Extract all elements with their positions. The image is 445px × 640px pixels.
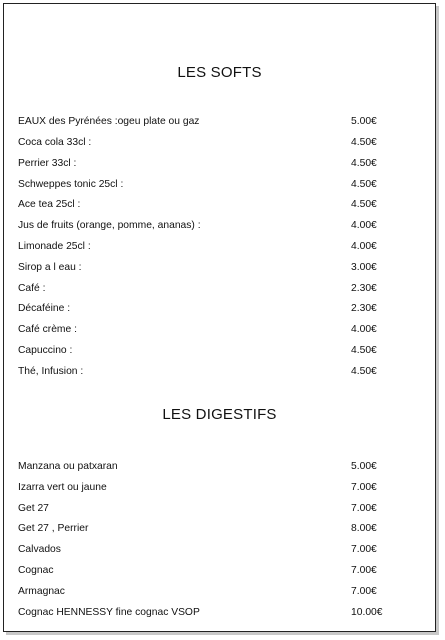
- item-price: 4.50€: [351, 179, 377, 190]
- section-title-softs: LES SOFTS: [177, 64, 262, 81]
- item-name: Cognac HENNESSY fine cognac VSOP: [18, 607, 200, 618]
- item-price: 5.00€: [351, 116, 377, 127]
- item-name: Café crème :: [18, 324, 77, 335]
- item-price: 4.50€: [351, 366, 377, 377]
- menu-item: [4, 262, 435, 278]
- item-price: 4.00€: [351, 220, 377, 231]
- item-name: Jus de fruits (orange, pomme, ananas) :: [18, 220, 201, 231]
- item-name: Get 27: [18, 503, 49, 514]
- item-name: Perrier 33cl :: [18, 158, 77, 169]
- menu-item: [4, 503, 435, 519]
- menu-item: [4, 179, 435, 195]
- item-price: 7.00€: [351, 482, 377, 493]
- menu-item: [4, 607, 435, 623]
- menu-item: [4, 303, 435, 319]
- item-price: 8.00€: [351, 523, 377, 534]
- menu-item: [4, 586, 435, 602]
- item-name: Ace tea 25cl :: [18, 199, 81, 210]
- menu-item: [4, 523, 435, 539]
- item-name: Café :: [18, 283, 46, 294]
- menu-item: [4, 345, 435, 361]
- item-price: 4.00€: [351, 241, 377, 252]
- item-price: 7.00€: [351, 503, 377, 514]
- item-name: Limonade 25cl :: [18, 241, 91, 252]
- item-price: 7.00€: [351, 565, 377, 576]
- menu-item: [4, 283, 435, 299]
- menu-item: [4, 461, 435, 477]
- item-name: Cognac: [18, 565, 54, 576]
- menu-item: [4, 199, 435, 215]
- item-name: Décaféine :: [18, 303, 71, 314]
- item-price: 2.30€: [351, 303, 377, 314]
- menu-item: [4, 116, 435, 132]
- menu-page: [3, 3, 436, 632]
- item-price: 3.00€: [351, 262, 377, 273]
- item-name: Sirop a l eau :: [18, 262, 82, 273]
- menu-item: [4, 565, 435, 581]
- item-price: 2.30€: [351, 283, 377, 294]
- item-name: Capuccino :: [18, 345, 73, 356]
- item-price: 7.00€: [351, 586, 377, 597]
- menu-item: [4, 241, 435, 257]
- item-name: Armagnac: [18, 586, 65, 597]
- item-price: 4.50€: [351, 345, 377, 356]
- item-price: 4.50€: [351, 158, 377, 169]
- item-name: Izarra vert ou jaune: [18, 482, 107, 493]
- item-price: 4.50€: [351, 137, 377, 148]
- item-name: Thé, Infusion :: [18, 366, 84, 377]
- item-price: 5.00€: [351, 461, 377, 472]
- item-name: Coca cola 33cl :: [18, 137, 92, 148]
- menu-item: [4, 158, 435, 174]
- item-price: 4.00€: [351, 324, 377, 335]
- item-price: 10.00€: [351, 607, 383, 618]
- menu-item: [4, 544, 435, 560]
- section-title-digestifs: LES DIGESTIFS: [162, 406, 277, 423]
- item-name: Schweppes tonic 25cl :: [18, 179, 124, 190]
- menu-item: [4, 324, 435, 340]
- item-price: 4.50€: [351, 199, 377, 210]
- menu-item: [4, 482, 435, 498]
- menu-item: [4, 366, 435, 382]
- item-name: Calvados: [18, 544, 61, 555]
- item-price: 7.00€: [351, 544, 377, 555]
- item-name: Manzana ou patxaran: [18, 461, 118, 472]
- item-name: Get 27 , Perrier: [18, 523, 89, 534]
- item-name: EAUX des Pyrénées :ogeu plate ou gaz: [18, 116, 200, 127]
- menu-item: [4, 220, 435, 236]
- menu-item: [4, 137, 435, 153]
